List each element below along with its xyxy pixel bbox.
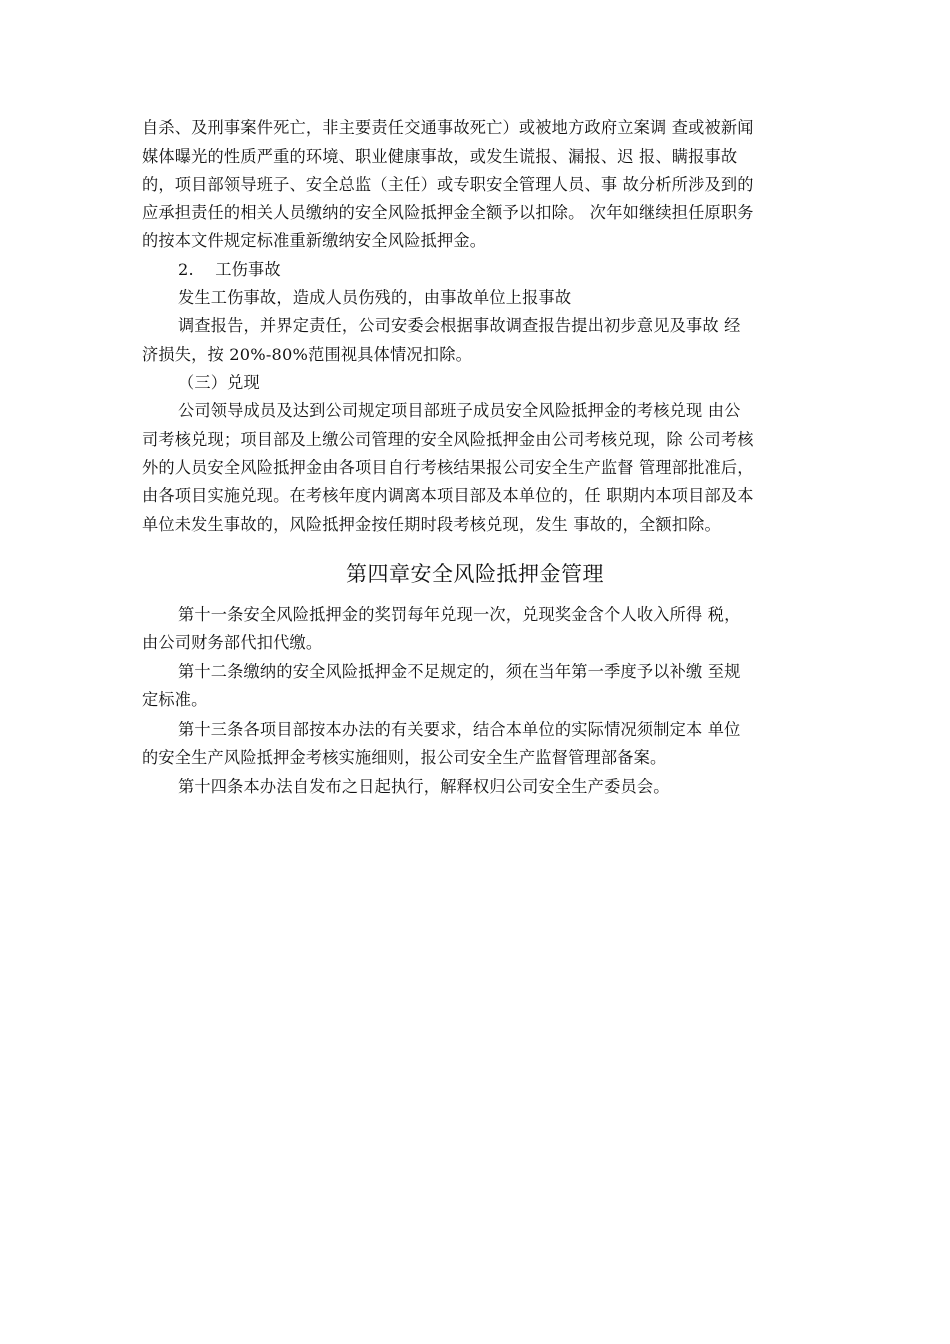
text-line: 第十一条安全风险抵押金的奖罚每年兑现一次，兑现奖金含个人收入所得 税，	[178, 605, 741, 624]
text-line: 的，项目部领导班子、安全总监（主任）或专职安全管理人员、事 故分析所涉及到的	[142, 175, 754, 194]
text-line: 外的人员安全风险抵押金由各项目自行考核结果报公司安全生产监督 管理部批准后，	[142, 458, 754, 477]
text-line: 济损失，按 20%-80%范围视具体情况扣除。	[142, 345, 472, 364]
chapter-heading: 第四章安全风险抵押金管理	[346, 562, 604, 586]
text-line: 公司领导成员及达到公司规定项目部班子成员安全风险抵押金的考核兑现 由公	[178, 401, 741, 420]
text-line: 应承担责任的相关人员缴纳的安全风险抵押金全额予以扣除。 次年如继续担任原职务	[142, 203, 754, 222]
text-line: 的按本文件规定标准重新缴纳安全风险抵押金。	[142, 231, 487, 250]
text-line: 定标准。	[142, 690, 208, 709]
text-line: 调查报告，并界定责任，公司安委会根据事故调查报告提出初步意见及事故 经	[178, 316, 741, 335]
text-line: 由各项目实施兑现。在考核年度内调离本项目部及本单位的，任 职期内本项目部及本	[142, 486, 754, 505]
text-line: 由公司财务部代扣代缴。	[142, 633, 323, 652]
text-line: 司考核兑现；项目部及上缴公司管理的安全风险抵押金由公司考核兑现，除 公司考核	[142, 430, 754, 449]
text-line: 第十二条缴纳的安全风险抵押金不足规定的，须在当年第一季度予以补缴 至规	[178, 662, 741, 681]
list-item-work-injury: 2. 工伤事故	[178, 260, 281, 279]
subsection-heading-redemption: （三）兑现	[178, 373, 260, 392]
text-line: 的安全生产风险抵押金考核实施细则，报公司安全生产监督管理部备案。	[142, 748, 667, 767]
text-line: 第十三条各项目部按本办法的有关要求，结合本单位的实际情况须制定本 单位	[178, 720, 741, 739]
text-line: 自杀、及刑事案件死亡，非主要责任交通事故死亡）或被地方政府立案调 查或被新闻	[142, 118, 754, 137]
text-line: 单位未发生事故的，风险抵押金按任期时段考核兑现，发生 事故的，全额扣除。	[142, 515, 721, 534]
text-line: 媒体曝光的性质严重的环境、职业健康事故，或发生谎报、漏报、迟 报、瞒报事故	[142, 147, 738, 166]
article-14: 第十四条本办法自发布之日起执行，解释权归公司安全生产委员会。	[178, 777, 670, 796]
paragraph-work-injury: 发生工伤事故，造成人员伤残的，由事故单位上报事故	[178, 288, 572, 307]
